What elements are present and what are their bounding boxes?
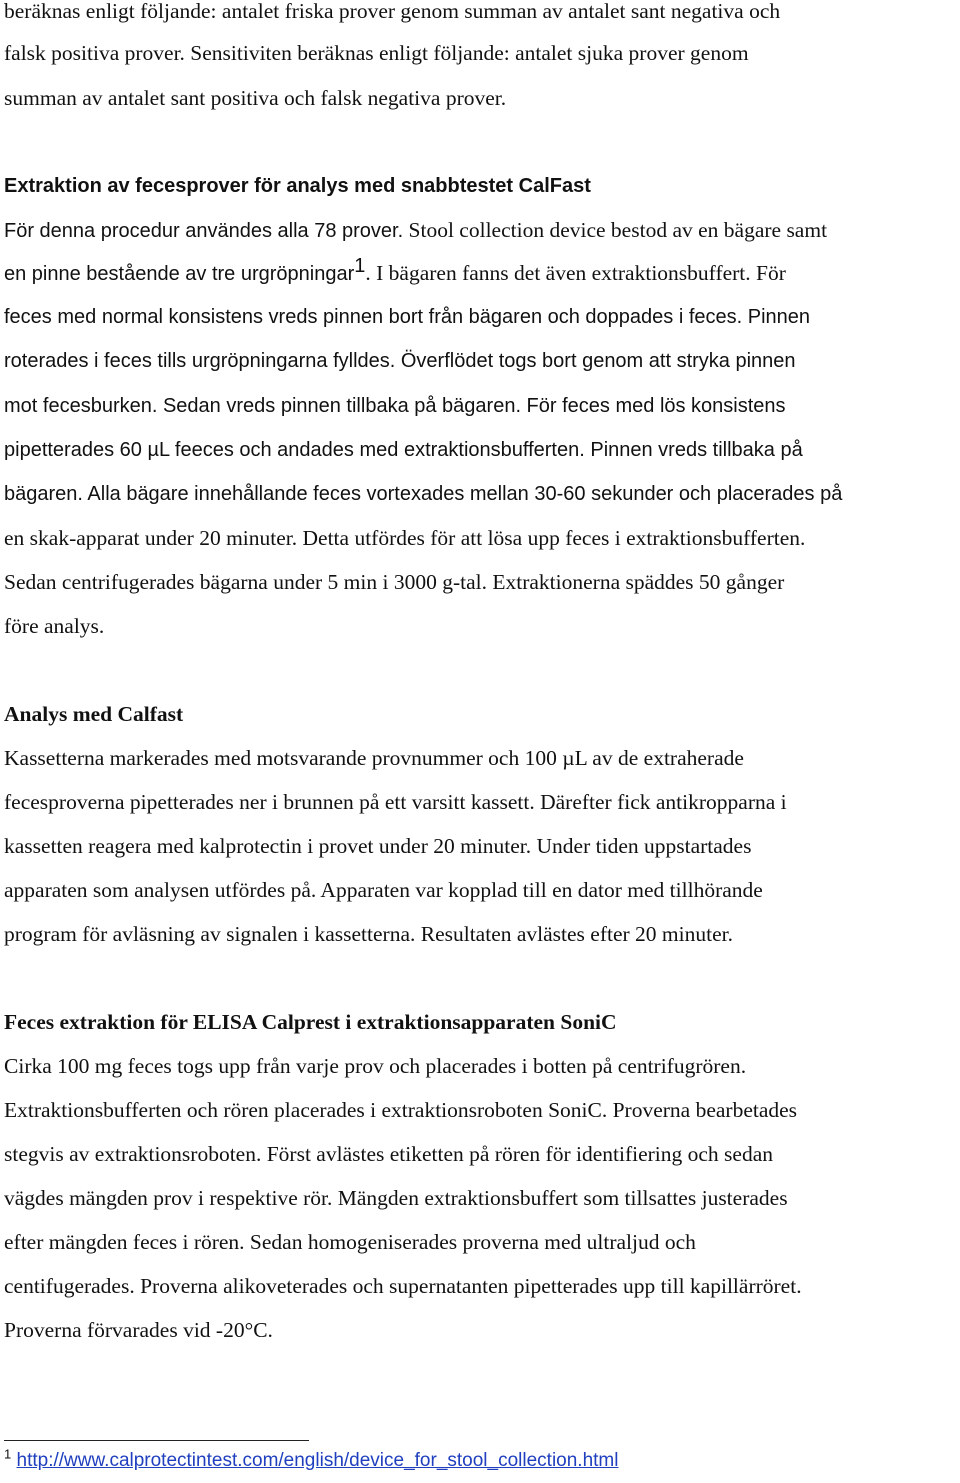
footnote-ref[interactable]: 1 [354, 254, 366, 277]
section1-line-7: bägaren. Alla bägare innehållande feces vortexades mellan 30-60 sekunder och placerades på [4, 483, 843, 505]
section2-line-3: kassetten reagera med kalprotectin i provet under 20 minuter. Under tiden uppstartades [4, 834, 752, 858]
section1-line-1 [4, 215, 827, 245]
section3-line-2: Extraktionsbufferten och rören placerades i extraktionsroboten SoniC. Proverna bearbetades [4, 1098, 798, 1122]
section1-line-4: roterades i feces tills urgröpningarna fylldes. Överflödet togs bort genom att stryka pinnen [4, 350, 796, 372]
section1-line-8: en skak-apparat under 20 minuter. Detta utfördes för att lösa upp feces i extraktionsbufferten. [4, 526, 806, 550]
intro-line-1: beräknas enligt följande: antalet friska prover genom summan av antalet sant negativa och [4, 0, 781, 23]
section1-heading: Extraktion av fecesprover för analys med snabbtestet CalFast [4, 175, 591, 197]
section2-line-5: program för avläsning av signalen i kassetterna. Resultaten avlästes efter 20 minuter. [4, 922, 733, 946]
section1-line-6: pipetterades 60 µL feeces och andades med extraktionsbufferten. Pinnen vreds tillbaka på [4, 439, 803, 461]
section1-line-1b: Stool collection device bestod av en bägare samt [403, 218, 828, 242]
section2-line-1: Kassetterna markerades med motsvarande provnummer och 100 µL av de extraherade [4, 746, 744, 770]
section1-line-3: feces med normal konsistens vreds pinnen bort från bägaren och doppades i feces. Pinnen [4, 306, 811, 328]
intro-line-2: falsk positiva prover. Sensitiviten beräknas enligt följande: antalet sjuka prover genom [4, 41, 749, 65]
section3-line-4: vägdes mängden prov i respektive rör. Mängden extraktionsbuffert som tillsattes justerades [4, 1186, 788, 1210]
section3-line-3: stegvis av extraktionsroboten. Först avlästes etiketten på rören för identifiering och sedan [4, 1142, 774, 1166]
section2-line-2: fecesproverna pipetterades ner i brunnen på ett varsitt kassett. Därefter fick antikropparna i [4, 790, 787, 814]
section1-line-1a: För denna procedur användes alla 78 prover. [4, 220, 404, 242]
intro-line-3: summan av antalet sant positiva och falsk negativa prover. [4, 86, 507, 110]
section3-heading: Feces extraktion för ELISA Calprest i extraktionsapparaten SoniC [4, 1010, 617, 1034]
section1-line-2 [4, 254, 786, 288]
section3-line-7: Proverna förvarades vid -20°C. [4, 1318, 273, 1342]
section3-line-5: efter mängden feces i rören. Sedan homogeniserades proverna med ultraljud och [4, 1230, 696, 1254]
section2-line-4: apparaten som analysen utfördes på. Apparaten var kopplad till en dator med tillhörande [4, 878, 763, 902]
footnote [4, 1446, 618, 1476]
section3-line-1: Cirka 100 mg feces togs upp från varje prov och placerades i botten på centrifugrören. [4, 1054, 747, 1078]
footnote-divider [4, 1440, 309, 1441]
section1-line-2b: . I bägaren fanns det även extraktionsbuffert. För [365, 261, 786, 285]
section1-line-5: mot fecesburken. Sedan vreds pinnen tillbaka på bägaren. För feces med lös konsistens [4, 395, 786, 417]
section1-line-10: före analys. [4, 614, 105, 638]
section3-line-6: centifugerades. Proverna alikoveterades och supernatanten pipetterades upp till kapillärröret. [4, 1274, 802, 1298]
footnote-number: 1 [4, 1446, 12, 1462]
section1-line-2a: en pinne bestående av tre urgröpningar [4, 263, 355, 285]
footnote-link[interactable]: http://www.calprotectintest.com/english/device_for_stool_collection.html [16, 1450, 619, 1471]
section2-heading: Analys med Calfast [4, 702, 184, 726]
section1-line-9: Sedan centrifugerades bägarna under 5 min i 3000 g-tal. Extraktionerna späddes 50 gånger [4, 570, 785, 594]
